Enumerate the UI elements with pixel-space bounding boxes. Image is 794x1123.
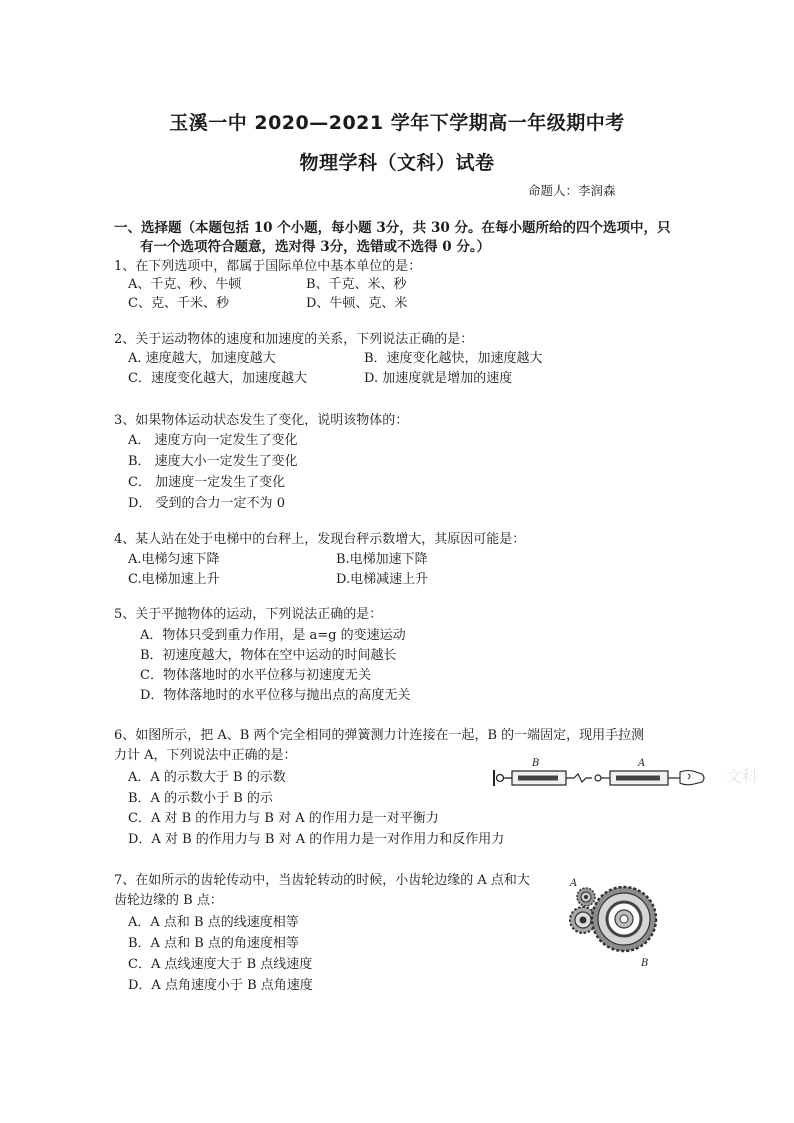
q5-option-b: B．初速度越大，物体在空中运动的时间越长: [140, 648, 397, 663]
q1-option-a: A、千克、秒、牛顿: [128, 277, 242, 292]
exam-subtitle: 物理学科（文科）试卷: [299, 152, 495, 174]
q6-stem-line1: 6、如图所示，把 A、B 两个完全相同的弹簧测力计连接在一起，B 的一端固定，现用手拉测: [114, 728, 645, 743]
q7-stem-line1: 7、在如所示的齿轮传动中，当齿轮转动的时候，小齿轮边缘的 A 点和大: [114, 873, 530, 888]
q3-stem: 3、如果物体运动状态发生了变化，说明该物体的：: [114, 413, 409, 428]
fig-label-b: B: [532, 758, 540, 769]
q5-option-d: D．物体落地时的水平位移与抛出点的高度无关: [140, 688, 411, 703]
q2-option-c: C．速度变化越大，加速度越大: [128, 371, 307, 386]
q3-option-d: D． 受到的合力一定不为 0: [128, 496, 285, 511]
q6-stem-line2: 力计 A，下列说法中正确的是：: [114, 748, 297, 763]
exam-title: 玉溪一中 2020—2021 学年下学期高一年级期中考: [169, 112, 625, 134]
q3-option-c: C． 加速度一定发生了变化: [128, 475, 286, 490]
q7-option-d: D．A 点角速度小于 B 点角速度: [128, 978, 313, 993]
gear-figure: [566, 872, 666, 968]
section-instructions-line2: 有一个选项符合题意，选对得 3分，选错或不选得 0 分。）: [140, 239, 491, 255]
q3-option-b: B． 速度大小一定发生了变化: [128, 454, 298, 469]
q4-option-c: C.电梯加速上升: [128, 572, 220, 587]
spring-scale-figure: [488, 752, 788, 796]
q5-option-a: A．物体只受到重力作用，是 a=g 的变速运动: [140, 628, 406, 643]
q4-stem: 4、某人站在处于电梯中的台秤上，发现台秤示数增大，其原因可能是：: [114, 532, 526, 547]
section-instructions-line1: 一、选择题（本题包括 10 个小题，每小题 3分，共 30 分。在每小题所给的四个选项中，只: [114, 220, 671, 236]
q2-option-a: A. 速度越大，加速度越大: [128, 351, 276, 366]
q1-stem: 1、在下列选项中，都属于国际单位中基本单位的是：: [114, 259, 422, 274]
q2-option-d: D. 加速度就是增加的速度: [364, 371, 513, 386]
q4-option-a: A.电梯匀速下降: [128, 552, 220, 567]
q4-option-d: D.电梯减速上升: [336, 572, 429, 587]
q2-option-b: B．速度变化越快，加速度越大: [364, 351, 543, 366]
q7-option-a: A．A 点和 B 点的线速度相等: [128, 915, 299, 930]
q1-option-b: B、千克、米、秒: [306, 277, 407, 292]
q3-option-a: A． 速度方向一定发生了变化: [128, 433, 298, 448]
watermark: 文科: [726, 767, 759, 786]
small-gear-icon: [577, 888, 595, 906]
q2-stem: 2、关于运动物体的速度和加速度的关系，下列说法正确的是：: [114, 332, 474, 347]
q4-option-b: B.电梯加速下降: [336, 552, 428, 567]
q1-option-d: D、牛顿、克、米: [306, 296, 408, 311]
gear-label-b: B: [641, 958, 649, 968]
q6-option-c: C．A 对 B 的作用力与 B 对 A 的作用力是一对平衡力: [128, 811, 439, 826]
q1-option-c: C、克、千米、秒: [128, 296, 229, 311]
author-line: 命题人：李润森: [528, 183, 616, 198]
q6-option-a: A．A 的示数大于 B 的示数: [128, 770, 286, 785]
q6-option-d: D．A 对 B 的作用力与 B 对 A 的作用力是一对作用力和反作用力: [128, 832, 505, 847]
q7-option-c: C．A 点线速度大于 B 点线速度: [128, 957, 313, 972]
q7-option-b: B．A 点和 B 点的角速度相等: [128, 936, 299, 951]
large-gear-icon: [592, 887, 656, 951]
q5-stem: 5、关于平抛物体的运动，下列说法正确的是：: [114, 607, 383, 622]
fig-label-a: A: [638, 758, 646, 769]
q5-option-c: C．物体落地时的水平位移与初速度无关: [140, 668, 371, 683]
gear-label-a: A: [570, 878, 578, 889]
q6-option-b: B．A 的示数小于 B 的示: [128, 791, 273, 806]
q7-stem-line2: 齿轮边缘的 B 点：: [114, 893, 223, 908]
